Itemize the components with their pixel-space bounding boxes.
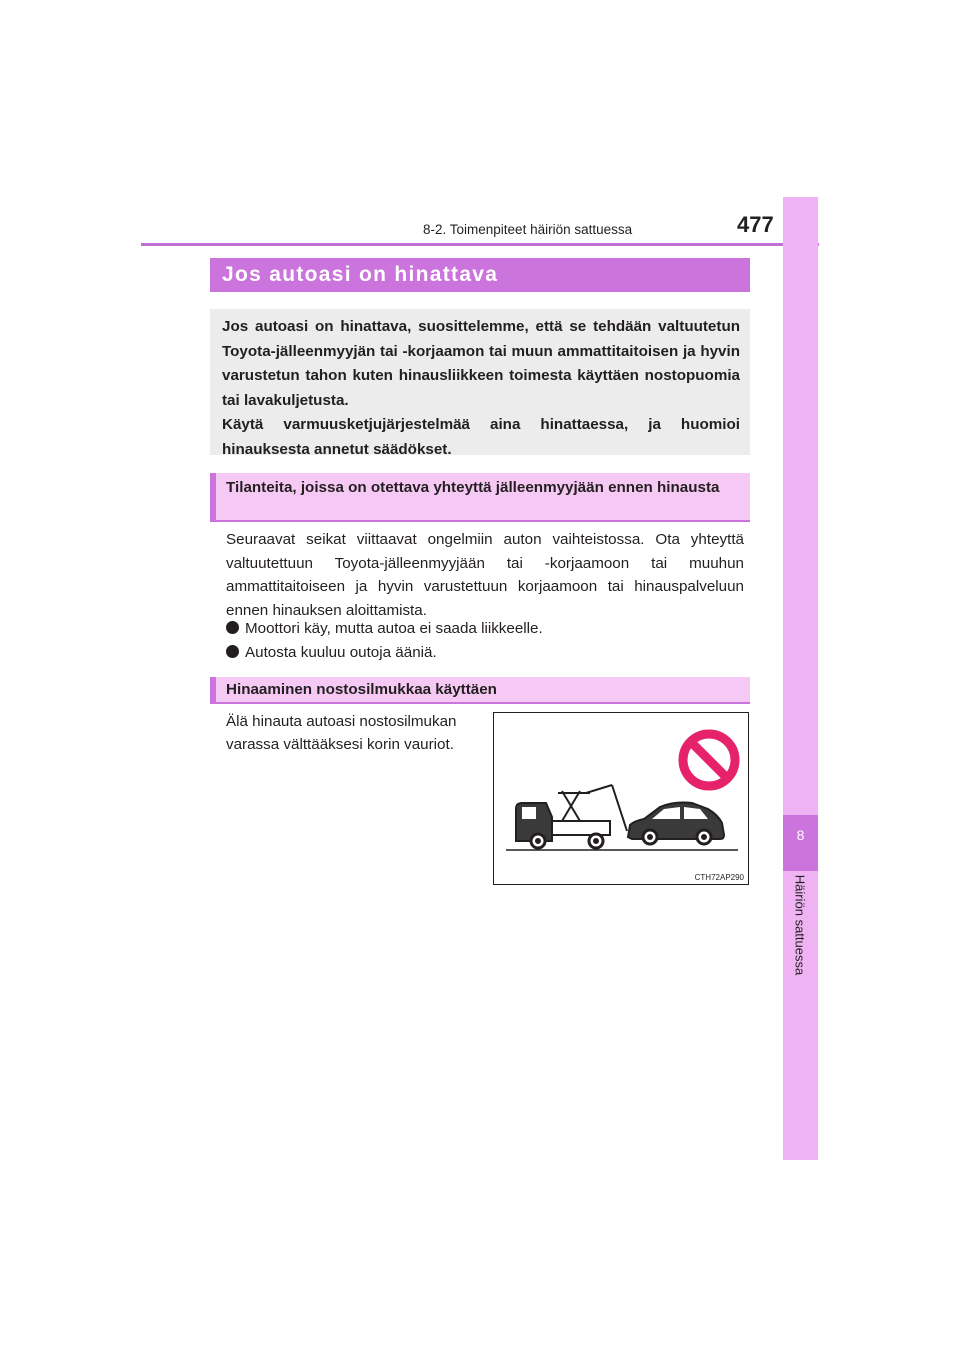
header-divider	[141, 243, 819, 246]
car-icon	[628, 803, 724, 845]
bullet-icon	[226, 645, 239, 658]
section2-heading: Hinaaminen nostosilmukkaa käyttäen	[210, 677, 750, 704]
section1-body: Seuraavat seikat viittaavat ongelmiin auton vaihteistossa. Ota yhteyttä valtuutettuun Toyota-jälleenmyyjään tai -korjaamoon tai muuhun ammattitaitoiseen ja hyvin varustettuun korjaamoon tai hinauspalveluun ennen hinauksen aloittamista.	[226, 531, 744, 619]
intro-paragraph-2: Käytä varmuusketjujärjestelmää aina hinattaessa, ja huomioi hinauksesta annetut säädökset.	[222, 416, 740, 458]
illustration-code: CTH72AP290	[694, 873, 744, 882]
bullet-item	[226, 641, 437, 664]
running-header-section: 8-2. Toimenpiteet häiriön sattuessa	[423, 222, 633, 237]
tow-truck-illustration	[494, 713, 750, 886]
intro-paragraph-1: Jos autoasi on hinattava, suosittelemme, että se tehdään valtuutetun Toyota-jälleenmyyjän tai -korjaamon tai muun ammattitaitoisen ja hyvin varustetun tahon kuten hinausliikkeen toimesta käyttäen nostopuomia tai lavakuljetusta.	[222, 318, 740, 409]
bullet-item	[226, 617, 543, 640]
bullet-text: Autosta kuuluu outoja ääniä.	[245, 644, 437, 661]
bullet-text: Moottori käy, mutta autoa ei saada liikkeelle.	[245, 620, 543, 637]
chapter-side-strip	[783, 197, 818, 1160]
section2-body: Älä hinauta autoasi nostosilmukan varassa välttääksesi korin vauriot.	[226, 713, 457, 753]
towing-illustration	[493, 712, 749, 885]
section1-heading: Tilanteita, joissa on otettava yhteyttä jälleenmyyjään ennen hinausta	[210, 473, 750, 522]
bullet-icon	[226, 621, 239, 634]
page-number: 477	[737, 212, 774, 237]
chapter-number: 8	[796, 827, 805, 843]
chapter-label: Häiriön sattuessa	[792, 874, 808, 976]
tow-truck-icon	[516, 785, 627, 848]
intro-box	[210, 309, 750, 458]
page-title: Jos autoasi on hinattava	[210, 258, 750, 292]
chapter-tab-active	[783, 815, 818, 871]
prohibition-icon	[683, 734, 735, 786]
